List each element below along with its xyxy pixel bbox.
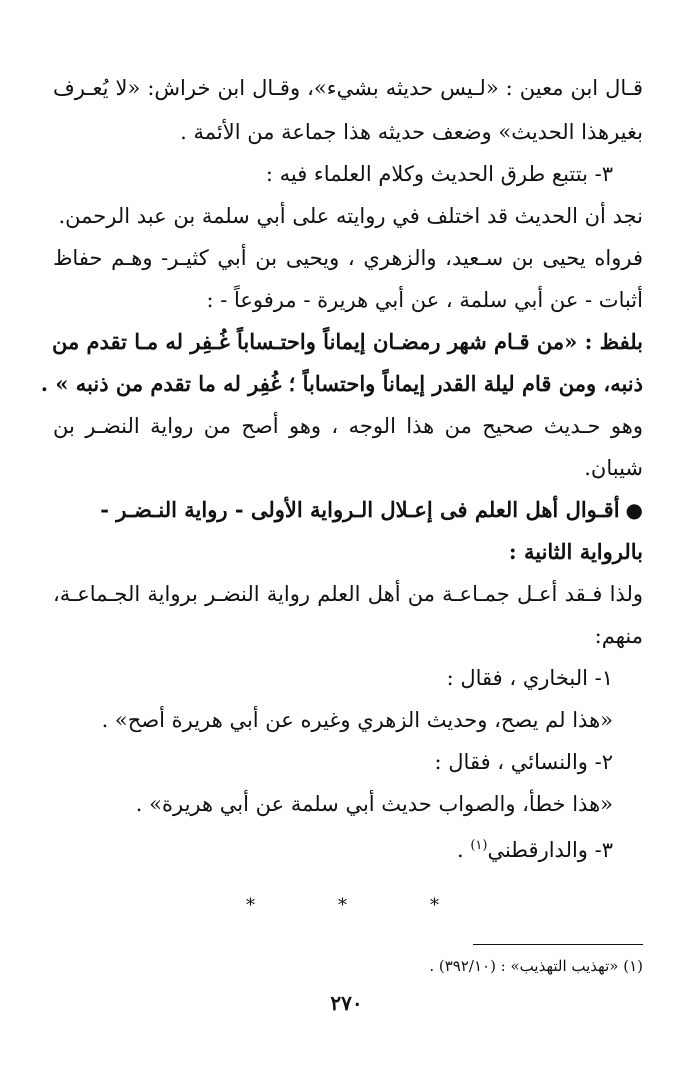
- text-line-2: بغيرهذا الحديث» وضعف حديثه هذا جماعة من الأئمة .: [180, 120, 643, 144]
- text-line-5: فرواه يحيى بن سـعيد، والزهري ، ويحيى بن أبي كثيـر- وهـم حفاظ: [53, 246, 643, 270]
- footnote-marker: (١): [470, 838, 488, 853]
- text-line-13: ولذا فـقد أعـل جمـاعـة من أهل العلم رواية النضـر برواية الجـماعـة،: [53, 582, 643, 606]
- section-heading-line-2: بالرواية الثانية :: [508, 539, 643, 564]
- bullet-icon: ●: [625, 498, 643, 522]
- hadith-line-1: بلفظ : «من قـام شهر رمضـان إيماناً واحتـساباً غُـفِر له مـا تقدم من: [51, 329, 643, 354]
- separator-star-1: *: [246, 895, 255, 916]
- list-item-3: [23, 826, 613, 866]
- text-line-6: أثبات - عن أبي سلمة ، عن أبي هريرة - مرفوعاً - :: [206, 288, 643, 312]
- separator-star-3: *: [430, 895, 439, 916]
- section-heading-text: أقـوال أهل العلم فى إعـلال الـرواية الأولى - رواية النـضـر -: [100, 497, 620, 522]
- section-separator: [0, 895, 693, 925]
- footnote: (١) «تهذيب التهذيب» : (٣٩٢/١٠) .: [429, 957, 643, 975]
- text-line-10: شيبان.: [584, 456, 643, 480]
- separator-star-2: *: [338, 895, 347, 916]
- list-item-2: ٢- والنسائي ، فقال :: [434, 750, 613, 774]
- section-heading-line-1: [53, 490, 643, 530]
- page-number: ٢٧٠: [330, 991, 363, 1015]
- list-item-3-text: ٣- والدارقطني: [487, 838, 613, 862]
- list-item-3-end: .: [456, 838, 471, 862]
- footnote-rule: [473, 944, 643, 945]
- list-item-1: ١- البخاري ، فقال :: [446, 666, 613, 690]
- quote-line-2: «هذا خطأ، والصواب حديث أبي سلمة عن أبي هريرة» .: [135, 792, 613, 816]
- text-line-9: وهو حـديث صحيح من هذا الوجه ، وهو أصح من رواية النضـر بن: [53, 414, 643, 438]
- text-line-1: قـال ابن معين : «لـيس حديثه بشيء»، وقـال ابن خراش: «لا يُعـرف: [53, 76, 643, 100]
- text-line-4: نجد أن الحديث قد اختلف في روايته على أبي سلمة بن عبد الرحمن.: [58, 204, 643, 228]
- quote-line-1: «هذا لم يصح، وحديث الزهري وغيره عن أبي هريرة أصح» .: [101, 708, 613, 732]
- hadith-line-2: ذنبه، ومن قام ليلة القدر إيماناً واحتساباً ؛ غُفِر له ما تقدم من ذنبه » .: [40, 371, 643, 396]
- text-line-14: منهم:: [594, 624, 643, 648]
- text-line-3: ٣- بتتبع طرق الحديث وكلام العلماء فيه :: [265, 162, 613, 186]
